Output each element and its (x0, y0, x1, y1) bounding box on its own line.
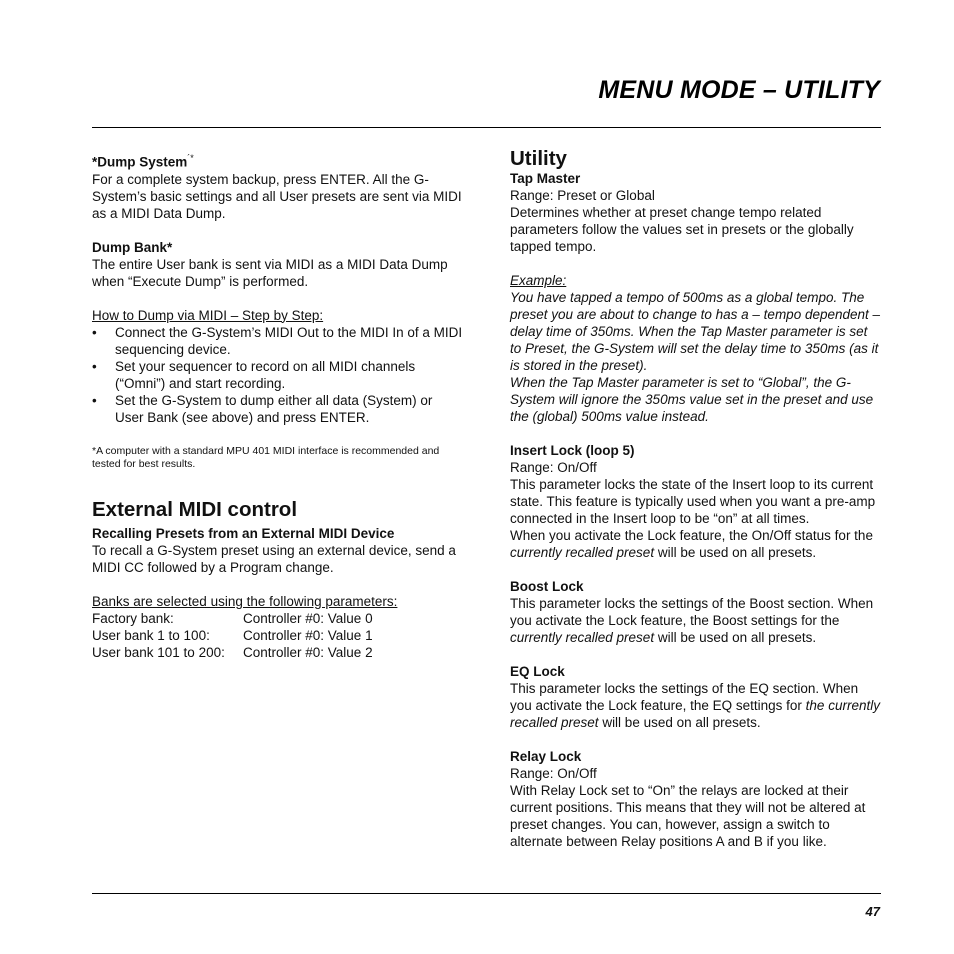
relay-lock-heading: Relay Lock (510, 749, 582, 764)
tap-master-heading: Tap Master (510, 171, 581, 186)
bank-label: Factory bank: (92, 610, 174, 626)
external-midi-subheading: Recalling Presets from an External MIDI Device (92, 525, 395, 541)
insert-lock-body: This parameter locks the state of the Insert loop to its current state. This feature is typically used when you want a pre-amp connected in the Insert loop to be “on” at all times. (510, 477, 876, 526)
page-title: MENU MODE – UTILITY (598, 76, 880, 104)
dump-system-heading: *Dump System´* (92, 153, 194, 170)
tap-master-body: Determines whether at preset change tempo related parameters follow the values set in presets or the globally tapped tempo. (510, 205, 854, 254)
list-item: • Connect the G-System’s MIDI Out to the MIDI In of a MIDI sequencing device. (92, 324, 464, 358)
example-text-1: You have tapped a tempo of 500ms as a global tempo. The preset you are about to change to has a – tempo dependent – delay time of 350ms. When the Tap Master parameter is set to Preset, the G-System will set the delay time to 350ms (as it is stored in the preset). (510, 290, 881, 373)
dump-bank-body: The entire User bank is sent via MIDI as a MIDI Data Dump when “Execute Dump” is performed. (92, 256, 448, 289)
bank-label: User bank 1 to 100: (92, 627, 210, 643)
bank-value: Controller #0: Value 2 (243, 644, 373, 660)
bank-value: Controller #0: Value 1 (243, 627, 373, 643)
how-to-heading: How to Dump via MIDI – Step by Step: (92, 307, 324, 323)
bank-label: User bank 101 to 200: (92, 644, 225, 660)
header-rule (92, 127, 881, 128)
boost-lock-heading: Boost Lock (510, 579, 584, 594)
utility-heading: Utility (510, 147, 567, 170)
external-midi-heading: External MIDI control (92, 497, 298, 521)
tap-master-range: Range: Preset or Global (510, 188, 655, 203)
footer-rule (92, 893, 881, 894)
footnote: *A computer with a standard MPU 401 MIDI interface is recommended and tested for best results. (92, 444, 440, 470)
boost-lock-body: This parameter locks the settings of the Boost section. When you activate the Lock feature, the Boost settings for the currently recalled preset will be used on all presets. (510, 596, 874, 645)
insert-lock-heading: Insert Lock (loop 5) (510, 443, 635, 458)
relay-lock-body: With Relay Lock set to “On” the relays are locked at their current positions. This means that they will not be altered at preset changes. You can, however, assign a switch to alternate between Relay positions A and B if you like. (510, 783, 866, 849)
how-to-steps (92, 324, 464, 426)
banks-heading: Banks are selected using the following parameters: (92, 593, 398, 609)
dump-system-body: For a complete system backup, press ENTER. All the G-System’s basic settings and all User presets are sent via MIDI as a MIDI Data Dump. (92, 171, 462, 221)
right-column (510, 148, 882, 850)
list-item: • Set the G-System to dump either all data (System) or User Bank (see above) and press ENTER. (92, 392, 464, 426)
external-midi-body: To recall a G-System preset using an external device, send a MIDI CC followed by a Program change. (92, 542, 456, 575)
dump-bank-heading: Dump Bank* (92, 239, 173, 255)
page-number: 47 (865, 904, 880, 919)
example-text-2: When the Tap Master parameter is set to “Global”, the G-System will ignore the 350ms value set in the preset and use the (global) 500ms value instead. (510, 375, 874, 424)
banks-table (92, 610, 464, 661)
example-label: Example: (510, 273, 567, 288)
relay-lock-range: Range: On/Off (510, 766, 597, 781)
bank-value: Controller #0: Value 0 (243, 610, 373, 626)
eq-lock-body: This parameter locks the settings of the EQ section. When you activate the Lock feature, the EQ settings for the currently recalled preset will be used on all presets. (510, 681, 880, 730)
list-item: • Set your sequencer to record on all MIDI channels (“Omni”) and start recording. (92, 358, 464, 392)
insert-lock-range: Range: On/Off (510, 460, 597, 475)
insert-lock-body-2: When you activate the Lock feature, the On/Off status for the currently recalled preset will be used on all presets. (510, 528, 873, 560)
eq-lock-heading: EQ Lock (510, 664, 565, 679)
left-column (92, 150, 464, 661)
